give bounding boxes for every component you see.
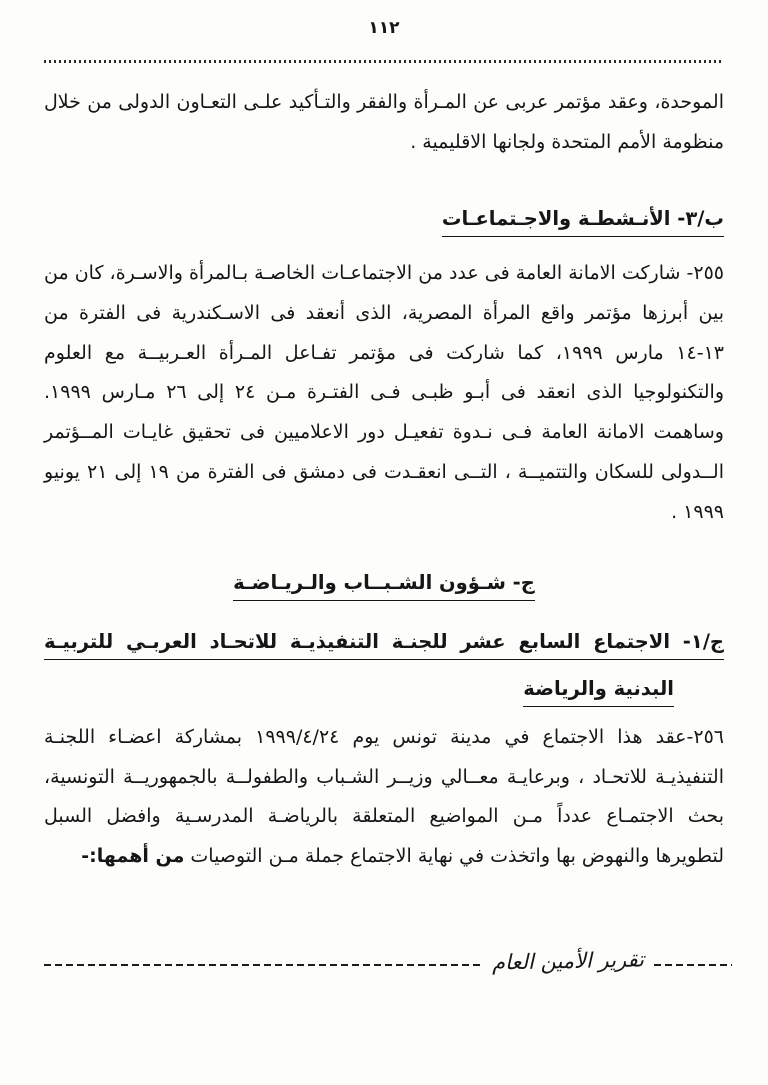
intro-paragraph: الموحدة، وعقد مؤتمر عربى عن المـرأة والفقر والتـأكيد علـى التعـاون الدولى من خلال منظومة الأمم المتحدة ولجانها الاقليمية . <box>44 91 724 153</box>
paragraph-256-bold-tail: من أهمها:- <box>81 845 185 868</box>
paragraph-256-main: ٢٥٦-عقد هذا الاجتماع في مدينة تونس يوم ١٩٩٩/٤/٢٤ بمشاركة اعضـاء اللجنـة التنفيذيـة للاتحـاد ، وبرعايـة معــالي وزيــر الشـباب والطفولــة بالجمهوريــة التونسية، بحث الاجتمـاع عدداً مـن المواضيع المتعلقة بالرياضـة المدرسـية وافضل السبل لتطويرها والنهوض بها واتخذت في نهاية الاجتماع جملة مـن التوصيات <box>44 725 724 868</box>
section-c-heading-text: ج- شـؤون الشـبــاب والـريـاضـة <box>233 571 535 601</box>
paragraph-255: ٢٥٥- شاركت الامانة العامة فى عدد من الاجتماعـات الخاصـة بـالمرأة والاسـرة، كان من بين أبرزها مؤتمر واقع المرأة المصرية، الذى أنعقد فى الاسـكندرية فى الفترة من ١٣-١٤ مارس ١٩٩٩، كما شاركت فى مؤتمر تفـاعل المـرأة العـربيــة مع العلوم والتكنولوجيا الذى انعقد فى أبـو ظبـى فـى الفتـرة مـن ٢٤ إلى ٢٦ مـارس ١٩٩٩. وساهمت الامانة العامة فـى نـدوة تفعيـل دور الاعلاميين فى تحقيق غايـات المــؤتمر الــدولى للسكان والتتميــة ، التــى انعقـدت فى دمشق فى الفترة من ١٩ إلى ٢١ يونيو ١٩٩٩ . <box>44 261 725 524</box>
section-c1-subheading <box>44 620 724 712</box>
section-c1-subheading-line1 <box>44 620 724 665</box>
section-c1-subheading-line2-text: البدنية والرياضة <box>523 677 674 707</box>
footer-divider-row <box>44 949 732 973</box>
paragraph-256 <box>44 718 724 878</box>
section-b-heading-text: ب/٣- الأنـشطـة والاجـتماعـات <box>442 207 724 237</box>
section-c1-subheading-line1-text: ج/١- الاجتماع السابع عشر للجنـة التنفيذيـة للاتحـاد العربـي للتربيـة <box>44 630 724 660</box>
section-c1-subheading-line2 <box>44 667 724 712</box>
page-number: ١١٢ <box>368 18 400 38</box>
section-c-heading <box>44 571 724 594</box>
footer-dash-right <box>654 964 732 967</box>
top-divider <box>44 60 724 63</box>
signature-text: تقرير الأمين العام <box>491 947 645 975</box>
section-b-heading <box>44 207 724 230</box>
footer-dash-left <box>44 964 482 967</box>
